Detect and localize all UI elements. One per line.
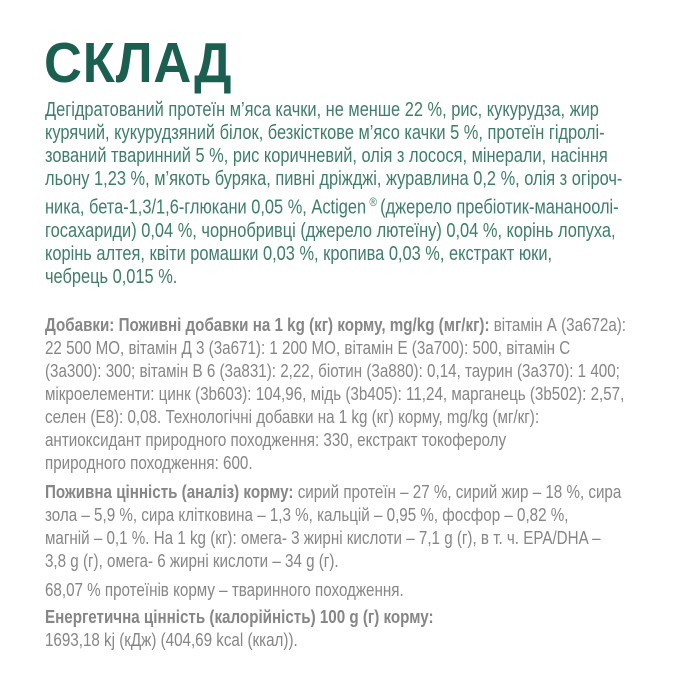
text-line: зола – 5,9 %, сира клітковина – 1,3 %, кальцій – 0,95 %, фосфор – 0,82 %, xyxy=(45,503,569,525)
text-line xyxy=(45,313,658,336)
text-line: льону 1,23 %, м’якоть буряка, пивні дріжджі, журавлина 0,2 %, олія з огіроч- xyxy=(45,168,623,190)
text-line xyxy=(45,480,658,503)
text-line: чебрець 0,015 %. xyxy=(45,265,178,288)
nutrition-text: сирий протеїн – 27 %, сирий жир – 18 %, сира xyxy=(293,480,622,502)
text-line: корінь алтея, квіти ромашки 0,03 %, кропива 0,03 %, екстракт юки, xyxy=(45,242,553,265)
text-line: Дегідратований протеїн м’яса качки, не менше 22 %, рис, кукурудза, жир xyxy=(45,99,599,121)
text-line: природного походження: 600. xyxy=(45,451,253,473)
nutrition-paragraph xyxy=(45,480,658,572)
page-title: СКЛАД xyxy=(44,31,233,95)
text-line: антиоксидант природного походження: 330, екстракт токоферолу xyxy=(45,428,507,450)
energy-section-lead: Енергетична цінність (калорійність) 100 g (г) корму: xyxy=(45,605,434,627)
text-line: курячий, кукурудзяний білок, безкісткове м’ясо качки 5 %, протеїн гідролі- xyxy=(45,122,605,144)
energy-value: 1693,18 kj (кДж) (404,69 kcal (ккал)). xyxy=(45,628,298,650)
text-line: (3a300): 300; вітамін В 6 (3a831): 2,22, біотин (3a880): 0,14, таурин (3a370): 1 400; xyxy=(45,359,620,381)
protein-origin-note xyxy=(45,578,658,601)
ingredients-text: (джерело пребіотик-мананоолі- xyxy=(380,196,619,219)
nutrition-section-lead: Поживна цінність (аналіз) корму: xyxy=(45,480,294,502)
additives-section-lead: Добавки: Поживні добавки на 1 kg (кг) корму, mg/kg (мг/кг): xyxy=(45,313,490,335)
text-line: 22 500 МО, вітамін Д 3 (3a671): 1 200 МО, вітамін Е (3a700): 500, вітамін С xyxy=(45,336,571,358)
text-line: мікроелементи: цинк (3b603): 104,96, мідь (3b405): 11,24, марганець (3b502): 2,57, xyxy=(45,382,625,404)
additives-text: вітамін А (3a672a): xyxy=(489,313,627,335)
text-line: 3,8 g (г), омега- 6 жирні кислоти – 34 g (г). xyxy=(45,549,339,571)
ingredients-paragraph xyxy=(45,99,658,289)
text-line: госахариди) 0,04 %, чорнобривці (джерело лютеїну) 0,04 %, корінь лопуха, xyxy=(45,219,616,242)
text-line: 68,07 % протеїнів корму – тваринного походження. xyxy=(45,578,404,600)
text-line: селен (E8): 0,08. Технологічні добавки на 1 kg (кг) корму, mg/kg (мг/кг): xyxy=(45,405,540,427)
text-line: магній – 0,1 %. На 1 kg (кг): омега- 3 жирні кислоти – 7,1 g (г), в т. ч. EPA/DHA – xyxy=(45,526,601,548)
additives-paragraph xyxy=(45,313,658,474)
text-line xyxy=(45,191,658,220)
ingredients-text: ника, бета-1,3/1,6-глюкани 0,05 %, Actigen xyxy=(45,196,367,219)
registered-trademark-symbol: ® xyxy=(369,195,377,209)
energy-paragraph xyxy=(45,605,658,651)
label-content xyxy=(45,99,658,651)
text-line: зований тваринний 5 %, рис коричневий, олія з лосося, мінерали, насіння xyxy=(45,145,608,167)
